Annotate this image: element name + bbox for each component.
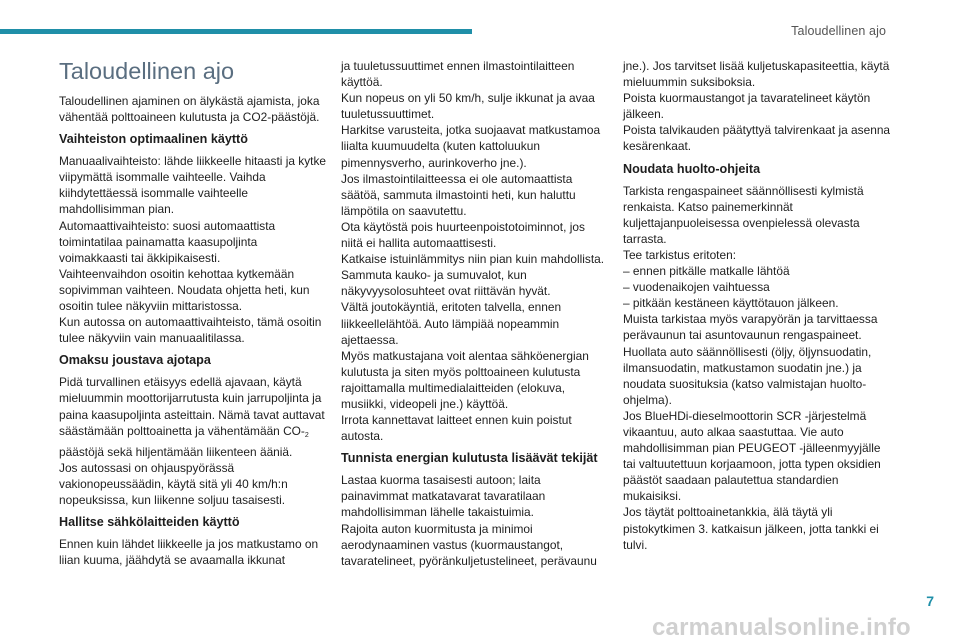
section-heading-driving-style: Omaksu joustava ajotapa: [59, 353, 211, 368]
column-3: [623, 58, 891, 556]
running-header-title: Taloudellinen ajo: [791, 24, 886, 38]
section-body-electrical-cont: ja tuuletussuuttimet ennen ilmastointilaitteen käyttöä. Kun nopeus on yli 50 km/h, sulje ikkunat ja avaa tuuletussuuttimet. Harkitse varusteita, jotka suojaavat matkustamoa liialta kuumuudelta (kuten kattoluukun pimennysverho, aurinkoverho jne.). Jos ilmastointilaitteessa ei ole automaattista säätöä, sammuta ilmastointi heti, kun haluttu lämpötila on saavutettu. Ota käytöstä pois huurteenpoistotoiminnot, jos niitä ei hallita automaattisesti. Katkaise istuinlämmitys niin pian kuin mahdollista. Sammuta kauko- ja sumuvalot, kun näkyvyysolosuhteet ovat riittävän hyvät. Vältä joutokäyntiä, eritoten talvella, ennen liikkeellelähtöä. Auto lämpiää nopeammin ajettaessa. Myös matkustajana voit alentaa sähköenergian kulutusta ja siten myös polttoaineen kulutusta rajoittamalla multimedialaitteiden (elokuva, musiikki, videopeli jne.) käyttöä. Irrota kannettavat laitteet ennen kuin poistut autosta.: [341, 59, 605, 444]
section-body-consumption-factors: Lastaa kuorma tasaisesti autoon; laita painavimmat matkatavarat tavaratilaan mahdollisimman lähelle takaistuimia. Rajoita auton kuormitusta ja minimoi aerodynaaminen vastus (kuormaustangot, tavaratelineet, pyöränkuljetustelineet, perävaunu: [341, 473, 597, 568]
driving-style-text-b: päästöjä sekä hiljentämään liikenteen ääniä. Jos autossasi on ohjauspyörässä vakionopeussäädin, käytä sitä yli 40 km/h:n nopeuksissa, kun liikenne soljuu tasaisesti.: [59, 444, 293, 507]
section-heading-gearbox: Vaihteiston optimaalinen käyttö: [59, 132, 248, 147]
intro-paragraph: Taloudellinen ajaminen on älykästä ajamista, joka vähentää polttoaineen kulutusta ja CO2-päästöjä.: [59, 94, 320, 125]
section-body-driving-style: [59, 374, 327, 508]
section-heading-electrical: Hallitse sähkölaitteiden käyttö: [59, 515, 240, 530]
page-number: 7: [926, 593, 934, 609]
header-accent-bar: [0, 29, 472, 34]
column-1: [59, 58, 327, 571]
section-body-electrical: Ennen kuin lähdet liikkeelle ja jos matkustamo on liian kuuma, jäähdytä se avaamalla ikkunat: [59, 537, 319, 568]
section-body-consumption-cont: jne.). Jos tarvitset lisää kuljetuskapasiteettia, käytä mieluummin suksiboksia. Poista kuormaustangot ja tavaratelineet käytön jälkeen. Poista talvikauden päätyttyä talvirenkaat ja asenna kesärenkaat.: [623, 59, 891, 154]
section-body-gearbox: Manuaalivaihteisto: lähde liikkeelle hitaasti ja kytke viipymättä isommalle vaihteelle. Vaihda kiihdytettäessä isommalle vaihteelle mahdollisimman pian. Automaattivaihteisto: suosi automaattista toimintatilaa painamatta kaasupoljinta voimakkaasti tai äkkipikaisesti. Vaihteenvaihdon osoitin kehottaa kytkemään sopivimman vaihteen. Noudata ohjetta heti, kun osoitin tulee näkyviin mittaristossa. Kun autossa on automaattivaihteisto, tämä osoitin tulee näkyviin vain manuaalitilassa.: [59, 154, 327, 346]
driving-style-text-a: Pidä turvallinen etäisyys edellä ajavaan, käytä mieluummin moottorijarrutusta kuin jarrupoljinta ja paina kaasupoljinta asteittain. Nämä tavat auttavat säästämään polttoainetta ja vähentämään CO-: [59, 375, 325, 438]
page-title: Taloudellinen ajo: [59, 58, 235, 84]
column-2: [341, 58, 609, 572]
section-heading-consumption-factors: Tunnista energian kulutusta lisäävät tekijät: [341, 451, 598, 466]
watermark: carmanualsonline.info: [652, 614, 911, 641]
section-heading-maintenance: Noudata huolto-ohjeita: [623, 161, 761, 176]
co2-subscript: 2: [304, 431, 309, 439]
section-body-maintenance: Tarkista rengaspaineet säännöllisesti kylmistä renkaista. Katso painemerkinnät kuljettajanpuoleisessa ovenpielessä olevasta tarrasta. Tee tarkistus eritoten: – ennen pitkälle matkalle lähtöä – vuodenaikojen vaihtuessa – pitkään kestäneen käyttötauon jälkeen. Muista tarkistaa myös varapyörän ja tarvittaessa perävaunun tai asuntovaunun rengaspaineet. Huollata auto säännöllisesti (öljy, öljynsuodatin, ilmansuodatin, matkustamon suodatin jne.) ja noudata suosituksia (katso valmistajan huolto-ohjelma). Jos BlueHDi-dieselmoottorin SCR -järjestelmä vikaantuu, auto alkaa saastuttaa. Vie auto mahdollisimman pian PEUGEOT -jälleenmyyjälle tai valtuutettuun korjaamoon, jotta typen oksidien päästöt saadaan palautettua standardien mukaisiksi. Jos täytät polttoainetankkia, älä täytä yli pistokytkimen 3. katkaisun jälkeen, jotta tankki ei tulvi.: [623, 183, 881, 552]
